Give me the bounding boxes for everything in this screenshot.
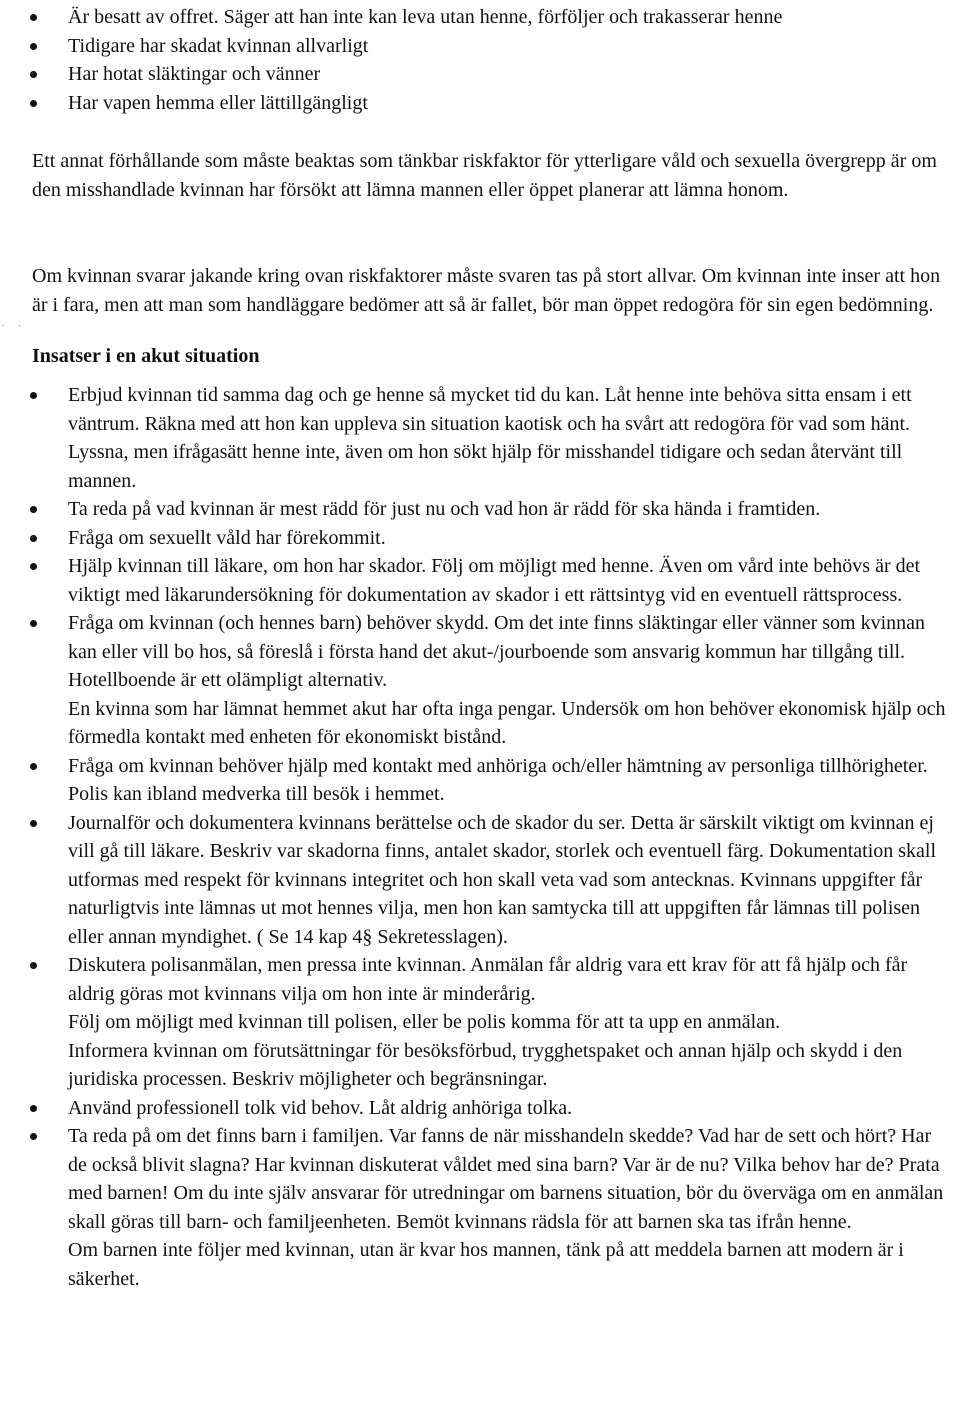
list-item <box>0 1094 960 1123</box>
list-item-text: Fråga om kvinnan behöver hjälp med kontakt med anhöriga och/eller hämtning av personliga tillhörigheter. Polis kan ibland medverka till besök i hemmet. <box>68 754 928 805</box>
list-item-text: Fråga om kvinnan (och hennes barn) behöver skydd. Om det inte finns släktingar eller vänner som kvinnan kan eller vill bo hos, så föreslå i första hand det akut-/jourboende som ansvarig kommun har tillgång till. Hotellboende är ett olämpligt alternativ. <box>68 612 926 691</box>
list-item-text: Ta reda på vad kvinnan är mest rädd för just nu och vad hon är rädd för ska hända i framtiden. <box>68 498 821 520</box>
list-item-text: Har vapen hemma eller lättillgängligt <box>68 91 368 114</box>
paragraph-risk-leaving: Ett annat förhållande som måste beaktas som tänkbar riskfaktor för ytterligare våld och sexuella övergrepp är om den misshandlade kvinnan har försökt att lämna mannen eller öppet planerar att lämna honom. <box>32 150 937 201</box>
list-item <box>0 89 960 118</box>
list-item <box>0 381 960 495</box>
list-item-text: Diskutera polisanmälan, men pressa inte kvinnan. Anmälan får aldrig vara ett krav för att få hjälp och får aldrig göras mot kvinnans vilja om hon inte är minderårig. <box>68 954 908 1005</box>
bullet-icon <box>30 1133 37 1140</box>
section-heading: Insatser i en akut situation <box>32 345 260 367</box>
bullet-icon <box>30 962 37 969</box>
list-item <box>0 809 960 952</box>
list-item <box>0 951 960 1094</box>
list-item <box>0 1122 960 1293</box>
list-item-continuation: En kvinna som har lämnat hemmet akut har ofta inga pengar. Undersök om hon behöver ekonomisk hjälp och förmedla kontakt med enheten för ekonomiskt bistånd. <box>68 697 946 748</box>
list-item <box>0 752 960 809</box>
paragraph-risk-assessment: Om kvinnan svarar jakande kring ovan riskfaktorer måste svaren tas på stort allvar. Om kvinnan inte inser att hon är i fara, men att man som handläggare bedömer att så är fallet, bör man öppet redogöra för sin egen bedömning. <box>32 265 941 316</box>
bullet-icon <box>30 820 37 827</box>
list-item-text: Ta reda på om det finns barn i familjen. Var fanns de när misshandeln skedde? Vad har de sett och hört? Har de också blivit slagna? Har kvinnan diskuterat våldet med sina barn? Var är de nu? Vilka behov har de? Prata med barnen! Om du inte själv ansvarar för utredningar om barnens situation, bör du överväga om en anmälan skall göras till barn- och familjeenheten. Bemöt kvinnans rädsla för att barnen ska tas ifrån henne. <box>68 1125 944 1233</box>
action-list <box>0 381 960 1293</box>
list-item <box>0 32 960 61</box>
list-item-continuation: Om barnen inte följer med kvinnan, utan är kvar hos mannen, tänk på att meddela barnen att modern är i säkerhet. <box>68 1239 904 1290</box>
bullet-icon <box>30 392 37 399</box>
bullet-icon <box>30 506 37 513</box>
bullet-icon <box>30 535 37 542</box>
list-item <box>0 60 960 89</box>
bullet-icon <box>30 620 37 627</box>
list-item-text: Hjälp kvinnan till läkare, om hon har skador. Följ om möjligt med henne. Även om vård inte behövs är det viktigt med läkarundersökning för dokumentation av skador i ett rättsintyg vid en eventuell rättsprocess. <box>68 555 921 606</box>
list-item-text: Tidigare har skadat kvinnan allvarligt <box>68 34 369 57</box>
bullet-icon <box>30 763 37 770</box>
bullet-icon <box>30 100 37 107</box>
list-item-text: Fråga om sexuellt våld har förekommit. <box>68 526 386 549</box>
list-item-text: Använd professionell tolk vid behov. Låt aldrig anhöriga tolka. <box>68 1096 573 1119</box>
list-item-continuation: Informera kvinnan om förutsättningar för besöksförbud, trygghetspaket och annan hjälp och skydd i den juridiska processen. Beskriv möjligheter och begränsningar. <box>68 1039 903 1090</box>
list-item <box>0 552 960 609</box>
bullet-icon <box>30 563 37 570</box>
list-item <box>0 495 960 524</box>
list-item <box>0 609 960 752</box>
list-item-text: Erbjud kvinnan tid samma dag och ge henne så mycket tid du kan. Låt henne inte behöva sitta ensam i ett väntrum. Räkna med att hon kan uppleva sin situation kaotisk och ha svårt att redogöra för vad som hänt. Lyssna, men ifrågasätt henne inte, även om hon sökt hjälp för misshandel tidigare och sedan återvänt till mannen. <box>68 384 912 492</box>
bullet-icon <box>30 1105 37 1112</box>
bullet-icon <box>30 43 37 50</box>
bullet-icon <box>30 14 37 21</box>
bullet-icon <box>30 71 37 78</box>
list-item-text: Journalför och dokumentera kvinnans berättelse och de skador du ser. Detta är särskilt viktigt om kvinnan ej vill gå till läkare. Beskriv var skadorna finns, antalet skador, storlek och eventuell färg. Dokumentation skall utformas med respekt för kvinnans integritet och hon skall veta vad som antecknas. Kvinnans uppgifter får naturligtvis inte lämnas ut mot hennes vilja, men hon kan samtycka till att uppgiften får lämnas till polisen eller annan myndighet. ( Se 14 kap 4§ Sekretesslagen). <box>68 811 937 948</box>
margin-mark: . . <box>2 318 27 328</box>
list-item <box>0 3 960 32</box>
list-item-text: Har hotat släktingar och vänner <box>68 63 321 85</box>
list-item-continuation: Följ om möjligt med kvinnan till polisen, eller be polis komma för att ta upp en anmälan. <box>68 1011 781 1033</box>
list-item <box>0 524 960 553</box>
list-item-text: Är besatt av offret. Säger att han inte kan leva utan henne, förföljer och trakasserar henne <box>68 6 783 28</box>
risk-factor-list <box>0 3 960 117</box>
